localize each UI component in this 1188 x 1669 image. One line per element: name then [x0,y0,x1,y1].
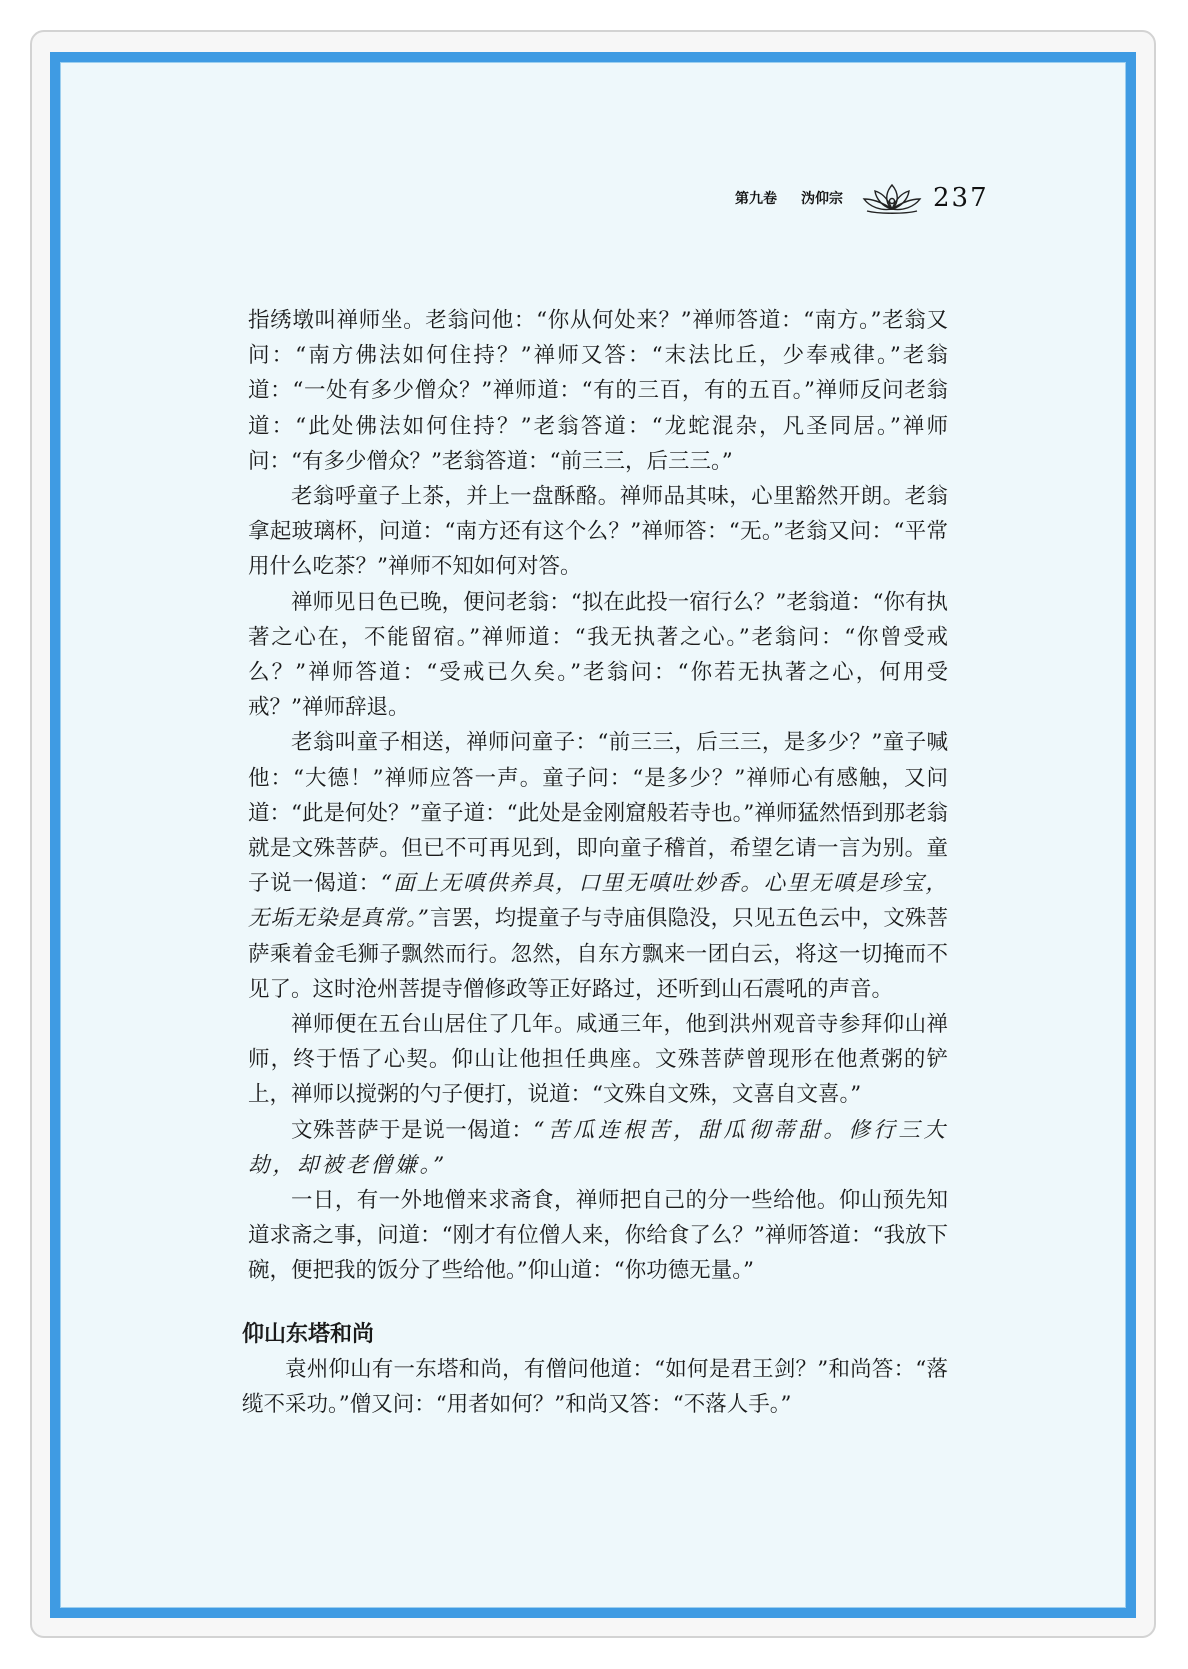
paragraph [248,725,948,1007]
body-text [242,303,948,1422]
paragraph: 指绣墩叫禅师坐。老翁问他：“你从何处来？”禅师答道：“南方。”老翁又问：“南方佛法如何住持？”禅师又答：“末法比丘，少奉戒律。”老翁道：“一处有多少僧众？”禅师道：“有的三百，有的五百。”禅师反问老翁道：“此处佛法如何住持？”老翁答道：“龙蛇混杂，凡圣同居。”禅师问：“有多少僧众？”老翁答道：“前三三，后三三。” [248,308,948,474]
paragraph: 一日，有一外地僧来求斋食，禅师把自己的分一些给他。仰山预先知道求斋之事，问道：“刚才有位僧人来，你给食了么？”禅师答道：“我放下碗，便把我的饭分了些给他。”仰山道：“你功德无量。” [248,1188,948,1284]
section-heading: 仰山东塔和尚 [242,1320,375,1347]
paragraph: 袁州仰山有一东塔和尚，有僧问他道：“如何是君王剑？”和尚答：“落缆不采功。”僧又问：“用者如何？”和尚又答：“不落人手。” [242,1356,948,1417]
lotus-ornament-icon [861,181,923,215]
running-header [735,178,989,218]
paragraph: 老翁呼童子上茶，并上一盘酥酪。禅师品其味，心里豁然开朗。老翁拿起玻璃杯，问道：“南方还有这个么？”禅师答：“无。”老翁又问：“平常用什么吃茶？”禅师不知如何对答。 [248,484,948,580]
paragraph: 禅师便在五台山居住了几年。咸通三年，他到洪州观音寺参拜仰山禅师，终于悟了心契。仰山让他担任典座。文殊菩萨曾现形在他煮粥的铲上，禅师以搅粥的勺子便打，说道：“文殊自文殊，文喜自文喜。” [248,1012,948,1108]
paragraph [248,1113,948,1183]
verse-text: “苦瓜连根苦，甜瓜彻蒂甜。修行三大劫，却被老僧嫌。” [248,1117,948,1178]
section-label: 沩仰宗 [801,191,843,207]
paragraph-text: 言罢，均提童子与寺庙俱隐没，只见五色云中，文殊菩萨乘着金毛狮子飘然而行。忽然，自东方飘来一团白云，将这一切掩而不见了。这时沧州菩提寺僧修政等正好路过，还听到山石震吼的声音。 [248,906,948,1002]
verse-text: “面上无嗔供养具，口里无嗔吐妙香。心里无嗔是珍宝，无垢无染是真常。” [248,871,948,932]
page-number: 237 [933,183,989,213]
paragraph-text: 老翁叫童子相送，禅师问童子：“前三三，后三三，是多少？”童子喊他：“大德！”禅师应答一声。童子问：“是多少？”禅师心有感触，又问道：“此是何处？”童子道：“此处是金刚窟般若寺也。”禅师猛然悟到那老翁就是文殊菩萨。但已不可再见到，即向童子稽首，希望乞请一言为别。童子说一偈道： [248,730,948,897]
paragraph-text: 文殊菩萨于是说一偈道： [291,1117,534,1143]
volume-label: 第九卷 [735,191,777,207]
paragraph: 禅师见日色已晚，便问老翁：“拟在此投一宿行么？”老翁道：“你有执著之心在，不能留宿。”禅师道：“我无执著之心。”老翁问：“你曾受戒么？”禅师答道：“受戒已久矣。”老翁问：“你若无执著之心，何用受戒？”禅师辞退。 [248,589,948,721]
